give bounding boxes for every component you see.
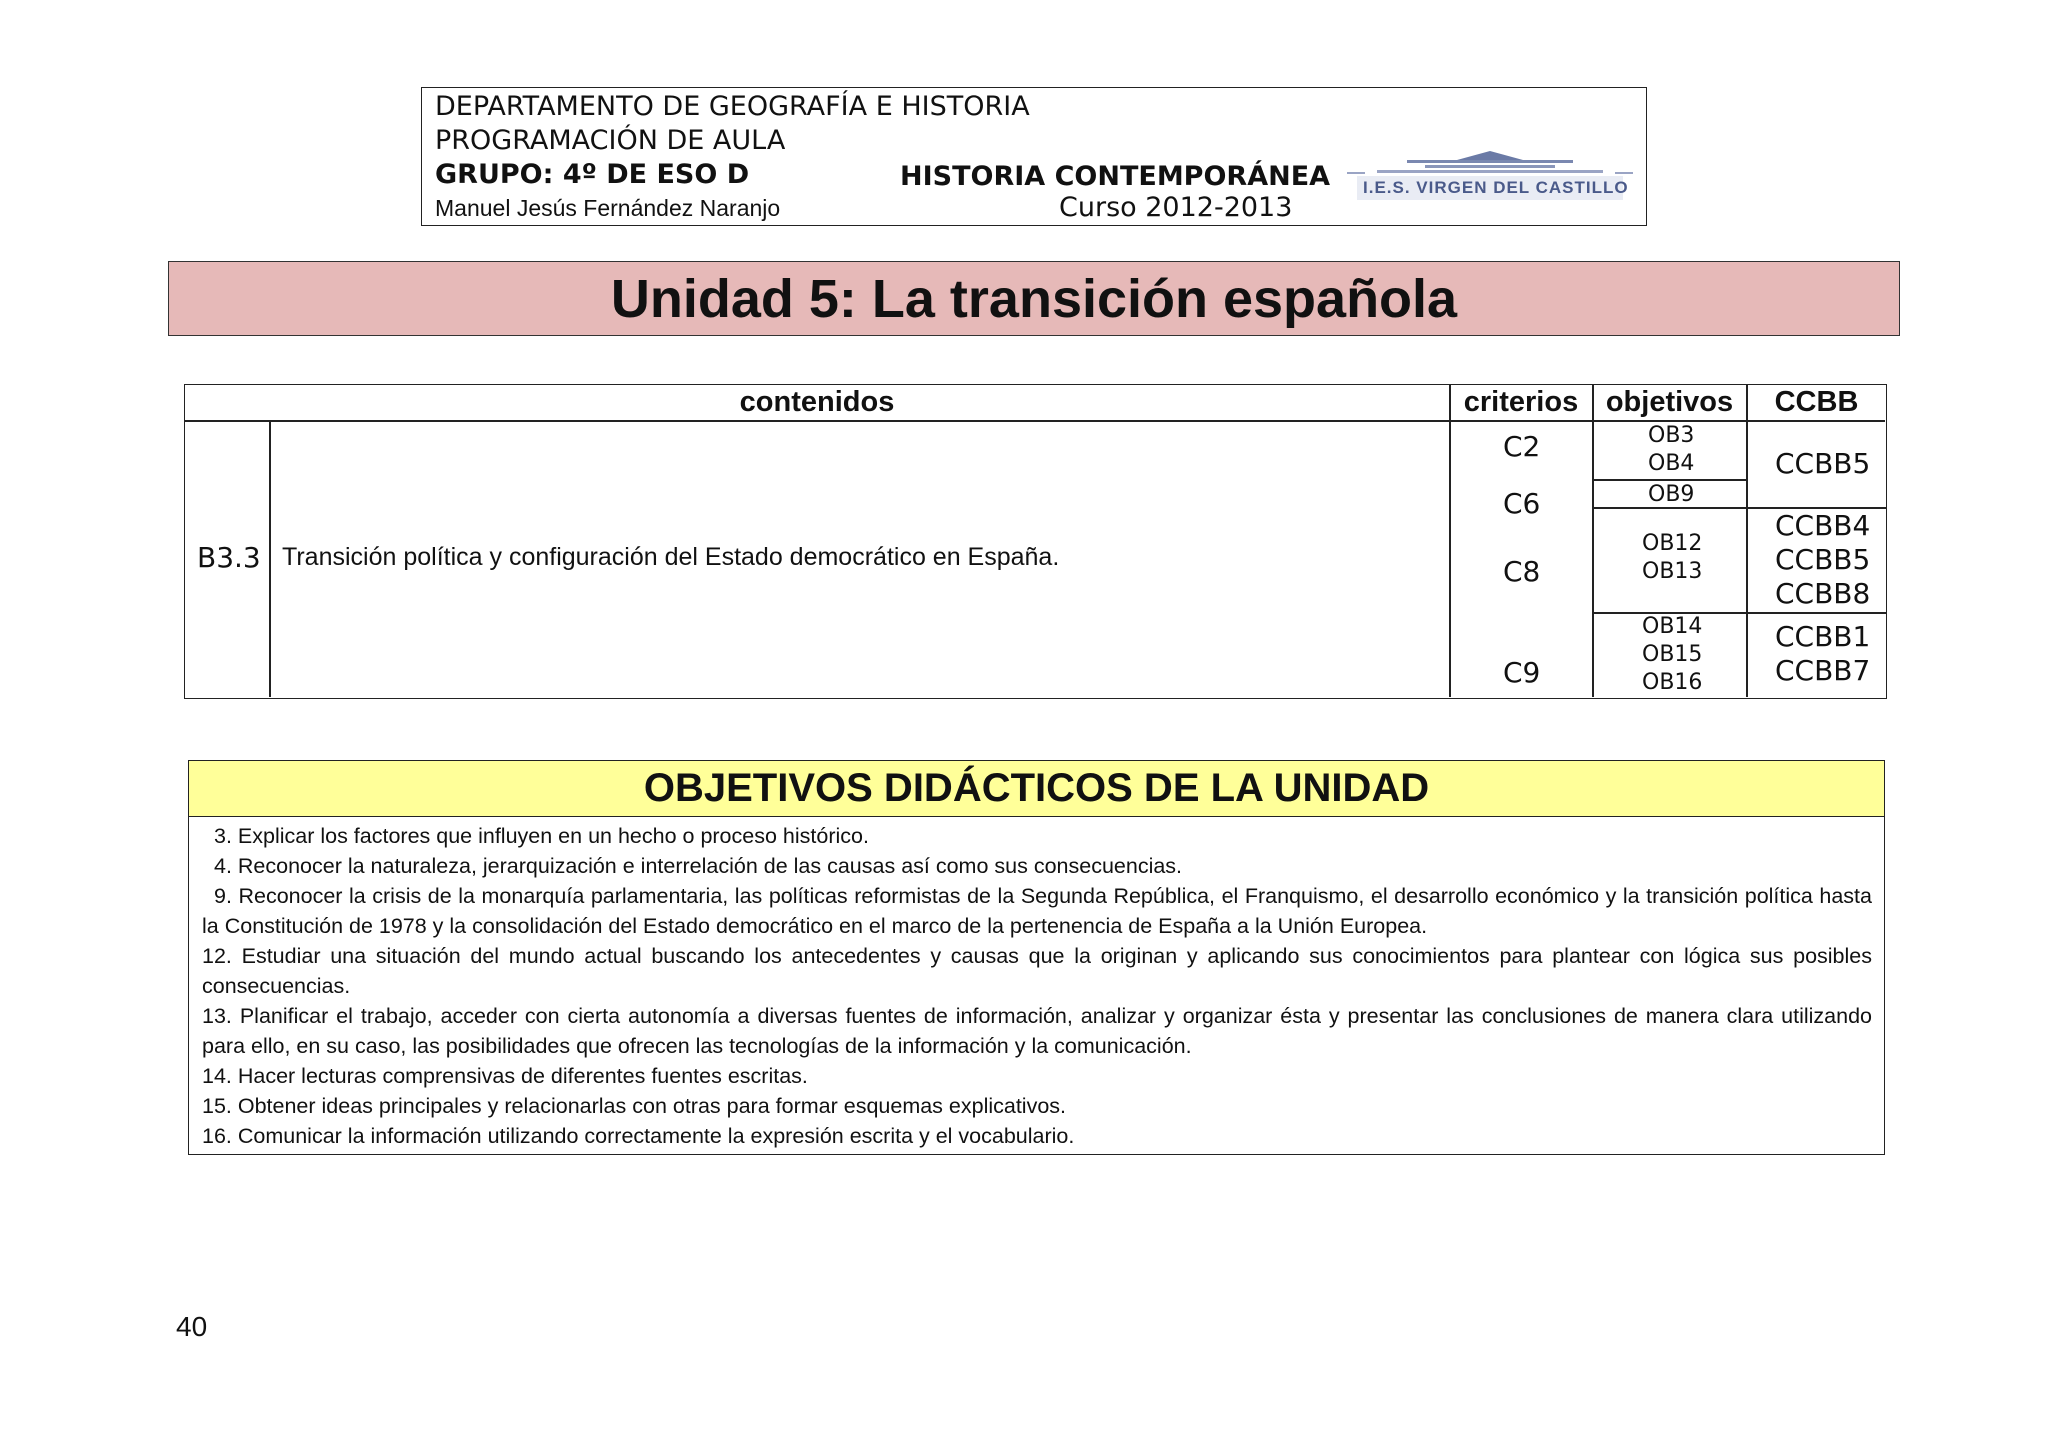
objetivo: OB15 xyxy=(1642,642,1703,667)
content-code: B3.3 xyxy=(197,541,261,574)
header-divider xyxy=(185,420,1885,422)
column-divider xyxy=(1449,385,1451,697)
header-objetivos: objetivos xyxy=(1605,386,1734,418)
criterio: C8 xyxy=(1503,555,1541,588)
objetivo: OB12 xyxy=(1642,531,1703,556)
contents-table xyxy=(184,384,1887,699)
logo-text: I.E.S. VIRGEN DEL CASTILLO xyxy=(1363,178,1629,197)
objective-item: 3. Explicar los factores que influyen en un hecho o proceso histórico. xyxy=(214,824,869,848)
ccbb-code: CCBB7 xyxy=(1775,654,1871,687)
author-label: Manuel Jesús Fernández Naranjo xyxy=(435,195,781,221)
row-divider xyxy=(1592,479,1746,481)
unit-title: Unidad 5: La transición española xyxy=(610,268,1458,329)
program-label: PROGRAMACIÓN DE AULA xyxy=(435,125,786,156)
objective-item: 9. Reconocer la crisis de la monarquía parlamentaria, las políticas reformistas de la Segunda República, el Franquismo, el desarrollo económico y la transición política hasta la Constitución de 1978 y la consolidación del Estado democrático en el marco de la pertenencia de España a la Unión Europea. xyxy=(202,884,1872,938)
header-criterios: criterios xyxy=(1463,386,1579,418)
row-divider xyxy=(1592,507,1746,509)
criterio: C9 xyxy=(1503,656,1541,689)
criterio: C2 xyxy=(1503,430,1541,463)
objective-item: 12. Estudiar una situación del mundo actual buscando los antecedentes y causas que la originan y aplicando sus conocimientos para plantear con lógica sus posibles consecuencias. xyxy=(202,944,1872,998)
document-header xyxy=(421,87,1647,226)
column-divider xyxy=(269,420,271,697)
ccbb-code: CCBB4 xyxy=(1775,509,1871,542)
objetivo: OB14 xyxy=(1642,614,1703,639)
header-contenidos: contenidos xyxy=(739,386,895,418)
ccbb-code: CCBB8 xyxy=(1775,577,1871,610)
objectives-heading: OBJETIVOS DIDÁCTICOS DE LA UNIDAD xyxy=(643,766,1430,810)
objective-item: 4. Reconocer la naturaleza, jerarquización e interrelación de las causas así como sus consecuencias. xyxy=(214,854,1183,878)
objetivo: OB16 xyxy=(1642,670,1703,695)
ccbb-code: CCBB1 xyxy=(1775,620,1871,653)
course-label: Curso 2012-2013 xyxy=(1059,192,1293,223)
objective-item: 13. Planificar el trabajo, acceder con cierta autonomía a diversas fuentes de información, analizar y organizar ésta y presentar las conclusiones de manera clara utilizando para ello, en su caso, las posibilidades que ofrecen las tecnologías de la información y la comunicación. xyxy=(202,1004,1872,1058)
ccbb-code: CCBB5 xyxy=(1775,543,1871,576)
row-divider xyxy=(1746,612,1886,614)
objetivo: OB4 xyxy=(1648,451,1695,476)
column-divider xyxy=(1592,385,1594,697)
department-label: DEPARTAMENTO DE GEOGRAFÍA E HISTORIA xyxy=(435,91,1030,122)
objetivo: OB3 xyxy=(1648,423,1695,448)
objetivo: OB13 xyxy=(1642,559,1703,584)
objectives-heading-bar xyxy=(189,761,1884,817)
subject-label: HISTORIA CONTEMPORÁNEA xyxy=(900,161,1331,192)
column-divider xyxy=(1746,385,1748,697)
header-ccbb: CCBB xyxy=(1774,386,1859,418)
group-label: GRUPO: 4º DE ESO D xyxy=(435,159,750,190)
objectives-list xyxy=(202,821,1872,1151)
objective-item: 14. Hacer lecturas comprensivas de diferentes fuentes escritas. xyxy=(202,1064,808,1088)
unit-title-banner xyxy=(168,261,1900,336)
objective-item: 15. Obtener ideas principales y relacionarlas con otras para formar esquemas explicativos. xyxy=(202,1094,1067,1118)
objetivo: OB9 xyxy=(1648,482,1695,507)
content-description: Transición política y configuración del Estado democrático en España. xyxy=(282,543,1060,571)
criterio: C6 xyxy=(1503,487,1541,520)
objectives-section xyxy=(188,760,1885,1155)
page-number: 40 xyxy=(176,1311,208,1342)
objective-item: 16. Comunicar la información utilizando correctamente la expresión escrita y el vocabulario. xyxy=(202,1124,1075,1148)
ccbb-code: CCBB5 xyxy=(1775,447,1871,480)
school-logo xyxy=(1347,150,1633,200)
